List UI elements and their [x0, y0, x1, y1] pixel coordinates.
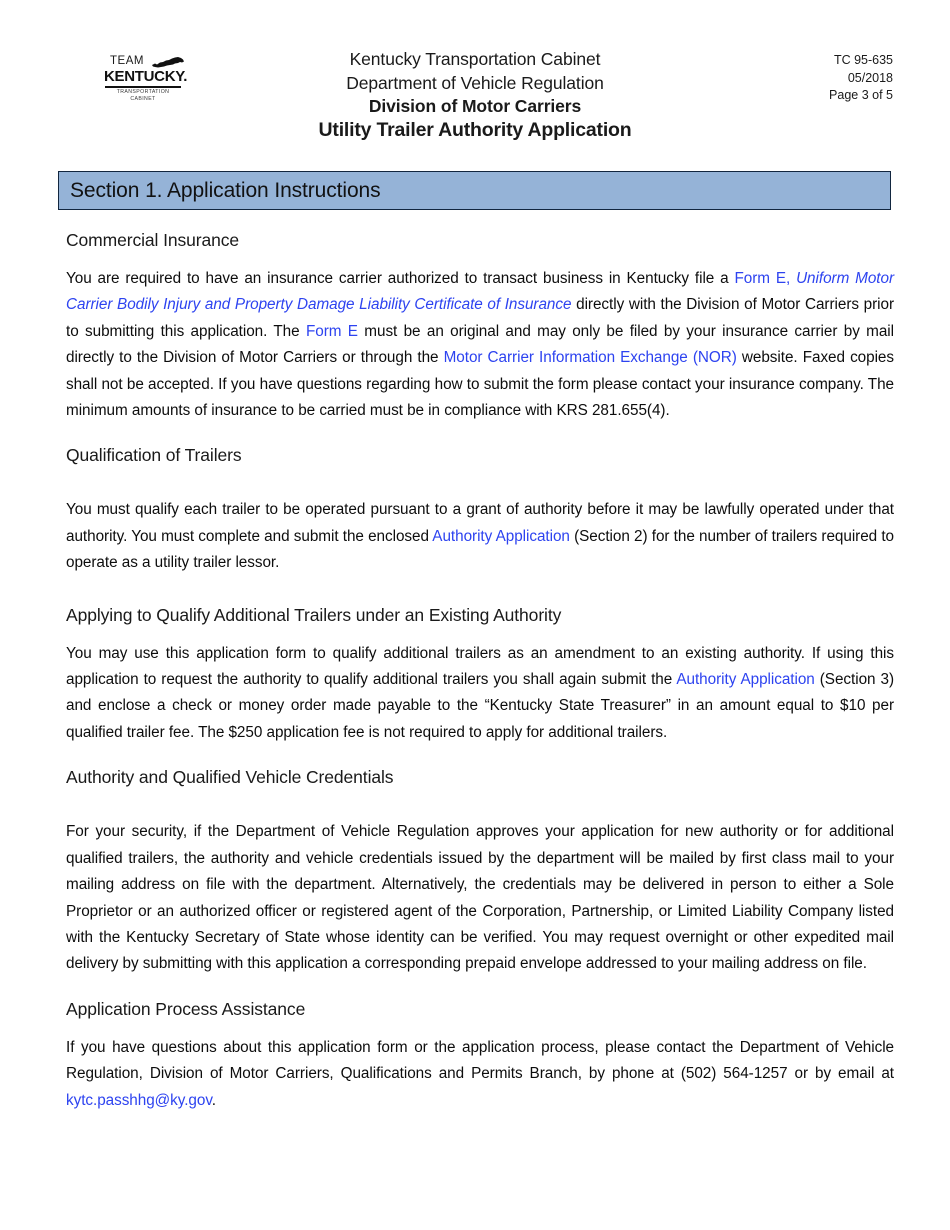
text-run: directly with the Division of Motor Carriers prior to submitting this application. The	[66, 296, 894, 340]
text-run: You are required to have an insurance carrier authorized to transact business in Kentucky file a	[66, 270, 735, 287]
text-run: You must qualify each trailer to be operated pursuant to a grant of authority before it may be lawfully operated under that authority. You must complete and submit the enclosed	[66, 501, 894, 545]
heading-additional-trailers: Applying to Qualify Additional Trailers under an Existing Authority	[66, 604, 562, 625]
logo-subtitle-line1: TRANSPORTATION	[116, 89, 170, 95]
section-1-banner-label: Section 1. Application Instructions	[70, 178, 381, 202]
link-authority-application-section-3[interactable]: Authority Application	[676, 671, 815, 689]
paragraph-authority-credentials: For your security, if the Department of Vehicle Regulation approves your application for new authority or for additional qualified trailers, the authority and vehicle credentials issued by the department will be mailed by first class mail to your mailing address on file with the department. Alternatively, the credentials may be delivered in person to either a Sole Proprietor or an authorized officer or registered agent of the Corporation, Partnership, or Limited Liability Company listed with the Kentucky Secretary of State whose identity can be verified. You may request overnight or other expedited mail delivery by submitting with this application a corresponding prepaid envelope addressed to your mailing address on file.	[66, 823, 894, 973]
instructions-content	[66, 228, 894, 1114]
text-run: website. Faxed copies shall not be accepted. If you have questions regarding how to submit the form please contact your insurance company. The minimum amounts of insurance to be carried must be in compliance with KRS 281.655(4).	[66, 349, 894, 420]
header-line-cabinet: Kentucky Transportation Cabinet	[349, 49, 601, 69]
text-run: (Section 3) and enclose a check or money order made payable to the “Kentucky State Treasurer” in an amount equal to $10 per qualified trailer fee. The $250 application fee is not required to apply for additional trailers.	[66, 671, 894, 741]
logo-subtitle-line2: CABINET	[130, 96, 156, 102]
logo-team-text: TEAM	[110, 55, 144, 67]
team-kentucky-logo	[96, 55, 190, 105]
header-line-division: Division of Motor Carriers	[368, 96, 582, 116]
logo-divider	[105, 86, 181, 88]
text-run: You may use this application form to qualify additional trailers as an amendment to an existing authority. If using this application to request the authority to qualify additional trailers you shall again submit the	[66, 644, 894, 689]
form-number: TC 95-635	[833, 53, 893, 67]
paragraph-additional-trailers	[66, 641, 894, 747]
heading-process-assistance: Application Process Assistance	[66, 998, 306, 1019]
spacer	[66, 978, 894, 997]
spacer	[66, 1025, 894, 1035]
heading-authority-credentials: Authority and Qualified Vehicle Credentials	[66, 767, 394, 788]
logo-kentucky-text: KENTUCKY.	[104, 68, 188, 85]
link-form-e-full[interactable]: Form E,	[734, 270, 791, 287]
page-number: Page 3 of 5	[829, 88, 893, 102]
spacer	[66, 577, 894, 603]
text-run: If you have questions about this application form or the application process, please contact the Department of Vehicle Regulation, Division of Motor Carriers, Qualifications and Permits Branch, by phone at (502) 564-1257 or by email at	[66, 1038, 894, 1083]
spacer	[66, 631, 894, 641]
link-form-e-title[interactable]: Uniform Motor Carrier Bodily Injury and Property Damage Liability Certificate of Insurance	[66, 270, 894, 314]
paragraph-qualification-of-trailers	[66, 497, 894, 576]
heading-qualification-of-trailers: Qualification of Trailers	[66, 445, 242, 466]
spacer	[66, 256, 894, 266]
document-meta	[829, 52, 893, 105]
page-title: Utility Trailer Authority Application	[318, 118, 632, 141]
link-form-e[interactable]: Form E	[305, 322, 358, 340]
section-1-banner	[58, 171, 891, 210]
heading-commercial-insurance: Commercial Insurance	[66, 230, 240, 250]
spacer	[66, 424, 894, 443]
text-run: .	[211, 1091, 216, 1109]
link-motor-carrier-information-exchange[interactable]: Motor Carrier Information Exchange (NOR)	[443, 349, 737, 367]
text-run: must be an original and may only be filed by your insurance carrier by mail directly to the Division of Motor Carriers or through the	[66, 322, 894, 367]
text-run: (Section 2) for the number of trailers required to operate as a utility trailer lessor.	[66, 527, 894, 572]
paragraph-commercial-insurance	[66, 266, 894, 424]
spacer	[66, 793, 894, 819]
logo-subtitle	[96, 89, 190, 103]
paragraph-process-assistance	[66, 1035, 894, 1114]
link-email-address[interactable]: kytc.passhhg@ky.gov	[66, 1091, 212, 1109]
spacer	[66, 471, 894, 497]
page-header	[0, 0, 950, 160]
header-line-department: Department of Vehicle Regulation	[346, 72, 604, 93]
spacer	[66, 746, 894, 765]
revision-date: 05/2018	[847, 70, 893, 85]
link-authority-application-section-2[interactable]: Authority Application	[432, 527, 570, 545]
